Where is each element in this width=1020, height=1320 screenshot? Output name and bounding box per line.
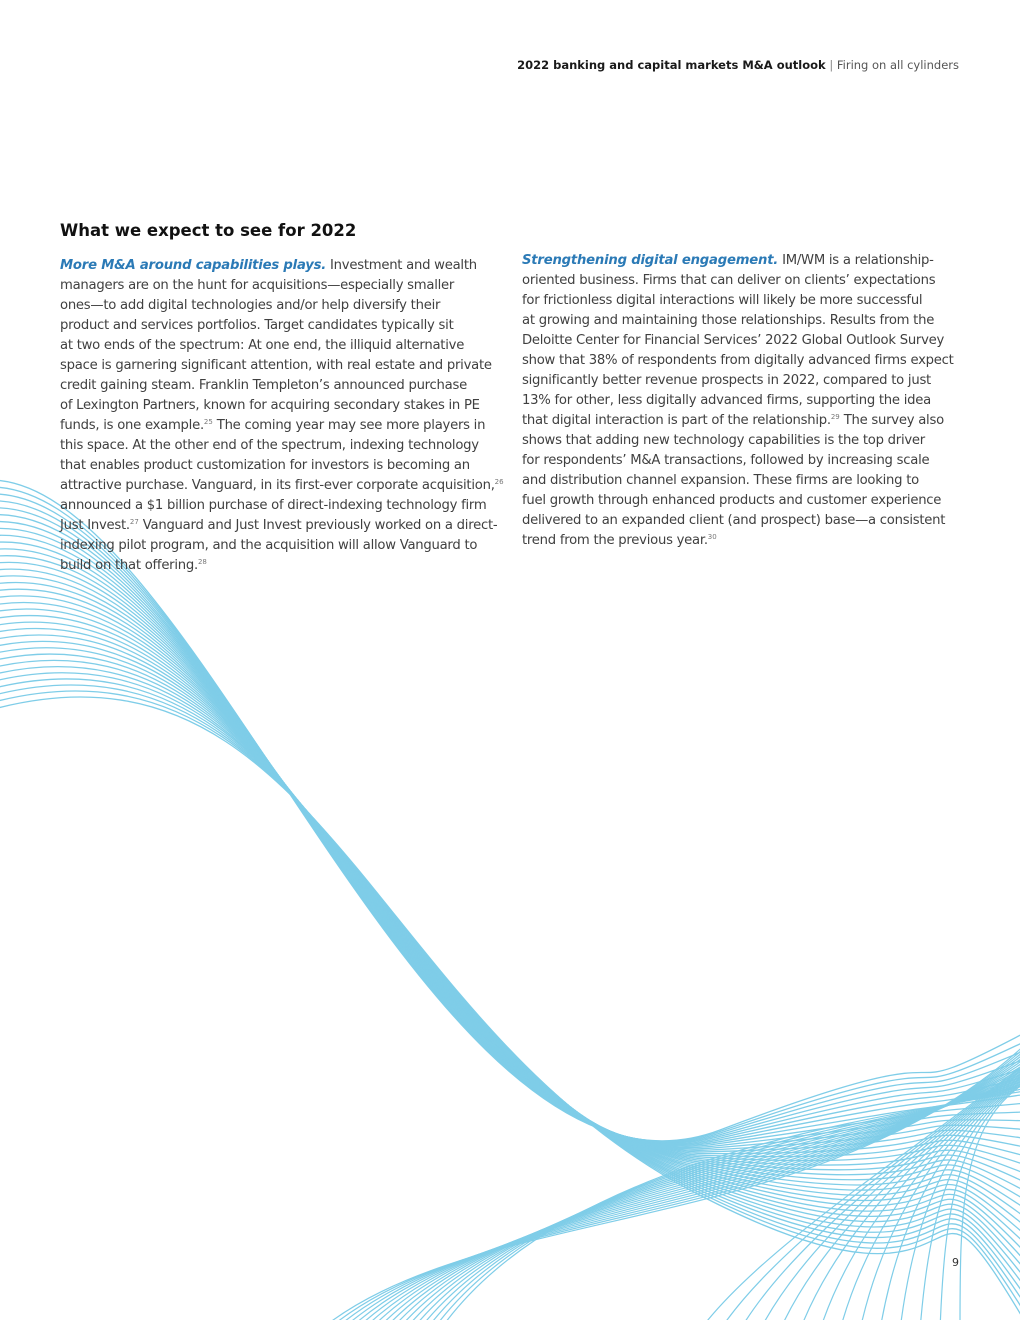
text-line: and distribution channel expansion. These firms are looking to (522, 473, 919, 488)
wave-line (0, 660, 1020, 1275)
text-line: of Lexington Partners, known for acquiring secondary stakes in PE (60, 398, 480, 413)
text-line: that enables product customization for investors is becoming an (60, 458, 470, 473)
wave-line (0, 641, 1020, 1248)
text-line: for frictionless digital interactions will likely be more successful (522, 293, 923, 308)
lead-in-heading: Strengthening digital engagement. (522, 253, 779, 268)
wave-line (0, 602, 1020, 1193)
wave-line (0, 648, 1020, 1258)
page-number: 9 (952, 1256, 959, 1269)
text-line: Strengthening digital engagement. IM/WM is a relationship- (522, 253, 934, 268)
text-line: show that 38% of respondents from digitally advanced firms expect (522, 353, 954, 368)
header-separator: | (829, 58, 834, 72)
wave-line (0, 609, 1020, 1203)
lead-in-heading: More M&A around capabilities plays. (60, 258, 327, 273)
text-line: significantly better revenue prospects in 2022, compared to just (522, 373, 931, 388)
text-line: announced a $1 billion purchase of direct-indexing technology firm (60, 498, 487, 513)
text-line: credit gaining steam. Franklin Templeton’s announced purchase (60, 378, 467, 393)
left-column-paragraph (60, 256, 504, 576)
text-line: indexing pilot program, and the acquisition will allow Vanguard to (60, 538, 478, 553)
text-line: delivered to an expanded client (and prospect) base—a consistent (522, 513, 946, 528)
text-line: that digital interaction is part of the relationship.$^{29}$ The survey also (522, 413, 944, 428)
text-line: at two ends of the spectrum: At one end, the illiquid alternative (60, 338, 465, 353)
wave-line (0, 691, 1020, 1320)
text-line: at growing and maintaining those relationships. Results from the (522, 313, 935, 328)
text-line: Just Invest.$^{27}$ Vanguard and Just Invest previously worked on a direct- (60, 518, 498, 533)
text-line: 13% for other, less digitally advanced firms, supporting the idea (522, 393, 931, 408)
wave-line (0, 501, 1020, 1143)
right-column-paragraph (522, 251, 954, 551)
running-header (517, 57, 959, 73)
section-title: What we expect to see for 2022 (60, 221, 357, 240)
wave-line (0, 480, 1020, 1141)
wave-line (0, 679, 1020, 1303)
wave-line (0, 487, 1020, 1141)
text-line: attractive purchase. Vanguard, in its first-ever corporate acquisition,$^{26}$ (60, 478, 504, 493)
wave-mesh-line (880, 1074, 1020, 1320)
text-line: fuel growth through enhanced products and customer experience (522, 493, 942, 508)
wave-line (0, 494, 1020, 1142)
endnote-reference[interactable]: 28 (197, 558, 207, 566)
endnote-reference[interactable]: 27 (129, 518, 139, 526)
text-line: for respondents’ M&A transactions, followed by increasing scale (522, 453, 930, 468)
text-line: ones—to add digital technologies and/or help diversify their (60, 298, 441, 313)
report-title: 2022 banking and capital markets M&A outlook (517, 58, 826, 72)
wave-mesh-line (426, 1084, 1020, 1320)
wave-mesh-line (362, 1058, 1020, 1320)
text-line: space is garnering significant attention, with real estate and private (60, 358, 492, 373)
report-subtitle: Firing on all cylinders (836, 58, 959, 72)
wave-mesh-line (440, 1090, 1020, 1320)
text-line: oriented business. Firms that can deliver on clients’ expectations (522, 273, 936, 288)
endnote-reference[interactable]: 30 (707, 533, 717, 541)
text-line: funds, is one example.$^{25}$ The coming year may see more players in (60, 418, 486, 433)
wave-line (0, 589, 1020, 1175)
text-line: shows that adding new technology capabilities is the top driver (522, 433, 925, 448)
endnote-reference[interactable]: 25 (203, 418, 213, 426)
text-line: this space. At the other end of the spectrum, indexing technology (60, 438, 479, 453)
text-line: trend from the previous year.$^{30}$ (522, 533, 717, 548)
text-line: More M&A around capabilities plays. Investment and wealth (60, 258, 477, 273)
text-line: build on that offering.$^{28}$ (60, 558, 207, 573)
text-line: product and services portfolios. Target candidates typically sit (60, 318, 454, 333)
text-line: managers are on the hunt for acquisitions—especially smaller (60, 278, 455, 293)
text-line: Deloitte Center for Financial Services’ 2022 Global Outlook Survey (522, 333, 945, 348)
endnote-reference[interactable]: 26 (494, 478, 504, 486)
endnote-reference[interactable]: 29 (830, 413, 840, 421)
wave-line (0, 562, 1020, 1152)
